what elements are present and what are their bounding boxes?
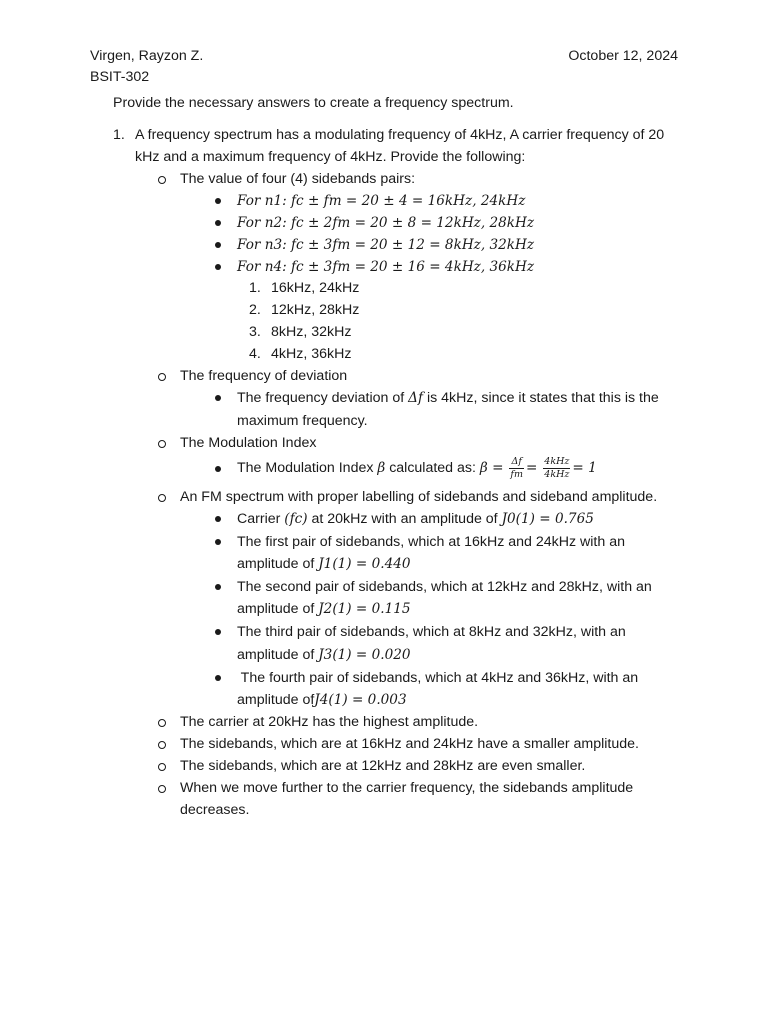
question-number: 1. — [113, 127, 125, 143]
dot-bullet-icon — [215, 198, 221, 204]
pair-text: 8kHz, 32kHz — [271, 324, 352, 340]
sideband-pair-1-line-2: amplitude of J1(1) = 0.440 — [237, 556, 411, 572]
pair-text: 12kHz, 28kHz — [271, 302, 360, 318]
student-name: Virgen, Rayzon Z. — [90, 48, 204, 64]
fraction-4khz-over-4khz: $\frac{\text{4kHz}}{\text{4kHz}}$ — [544, 455, 570, 480]
dot-bullet-icon — [215, 264, 221, 270]
document-date: October 12, 2024 — [568, 48, 678, 64]
circle-bullet-icon — [158, 440, 166, 448]
sideband-pair-2-line-1: The second pair of sidebands, which at 12kHz and 28kHz, with an — [237, 579, 652, 595]
observation-3: The sidebands, which are at 12kHz and 28kHz are even smaller. — [180, 758, 586, 774]
pair-text: 4kHz, 36kHz — [271, 346, 352, 362]
circle-bullet-icon — [158, 176, 166, 184]
formula-n2: For n2: fc ± 2fm = 20 ± 8 = 12kHz, 28kHz — [237, 215, 535, 231]
circle-bullet-icon — [158, 719, 166, 727]
sideband-pair-4-line-2: amplitude ofJ4(1) = 0.003 — [237, 692, 407, 708]
instruction: Provide the necessary answers to create a frequency spectrum. — [113, 95, 514, 111]
deviation-line-2: maximum frequency. — [237, 413, 368, 429]
deviation-line-1: The frequency deviation of Δf is 4kHz, since it states that this is the — [237, 390, 659, 406]
sideband-pair-3-line-1: The third pair of sidebands, which at 8kHz and 32kHz, with an — [237, 624, 626, 640]
circle-bullet-icon — [158, 373, 166, 381]
modulation-index-heading: The Modulation Index — [180, 435, 317, 451]
sidebands-heading: The value of four (4) sidebands pairs: — [180, 171, 416, 187]
observation-4-line-2: decreases. — [180, 802, 250, 818]
carrier-line: Carrier (fc) at 20kHz with an amplitude of J0(1) = 0.765 — [237, 511, 594, 527]
dot-bullet-icon — [215, 242, 221, 248]
circle-bullet-icon — [158, 741, 166, 749]
dot-bullet-icon — [215, 220, 221, 226]
question-line-1: A frequency spectrum has a modulating frequency of 4kHz, A carrier frequency of 20 — [135, 127, 665, 143]
observation-1: The carrier at 20kHz has the highest amplitude. — [180, 714, 479, 730]
dot-bullet-icon — [215, 584, 221, 590]
sideband-pair-1-line-1: The first pair of sidebands, which at 16kHz and 24kHz with an — [237, 534, 625, 550]
formula-n3: For n3: fc ± 3fm = 20 ± 12 = 8kHz, 32kHz — [237, 237, 535, 253]
deviation-heading: The frequency of deviation — [180, 368, 348, 384]
pair-number: 3. — [249, 324, 261, 340]
dot-bullet-icon — [215, 395, 221, 401]
observation-2: The sidebands, which are at 16kHz and 24kHz have a smaller amplitude. — [180, 736, 639, 752]
dot-bullet-icon — [215, 629, 221, 635]
fraction-delta-f-over-fm: $\frac{\Delta f}{fm}$ — [510, 455, 523, 480]
dot-bullet-icon — [215, 466, 221, 472]
formula-n1: For n1: fc ± fm = 20 ± 4 = 16kHz, 24kHz — [237, 193, 526, 209]
modulation-index-formula: The Modulation Index β calculated as: β = $\frac{\Delta f}{fm}$ = $\frac{\text{4kHz}}{\text{4kHz}}$ = 1 — [237, 455, 597, 480]
circle-bullet-icon — [158, 763, 166, 771]
pair-number: 4. — [249, 346, 261, 362]
dot-bullet-icon — [215, 675, 221, 681]
observation-4-line-1: When we move further to the carrier frequency, the sidebands amplitude — [180, 780, 634, 796]
fm-spectrum-heading: An FM spectrum with proper labelling of sidebands and sideband amplitude. — [180, 489, 658, 505]
pair-text: 16kHz, 24kHz — [271, 280, 360, 296]
sideband-pair-4-line-1: The fourth pair of sidebands, which at 4kHz and 36kHz, with an — [237, 670, 639, 686]
question-line-2: kHz and a maximum frequency of 4kHz. Provide the following: — [135, 149, 526, 165]
sideband-pair-3-line-2: amplitude of J3(1) = 0.020 — [237, 647, 411, 663]
dot-bullet-icon — [215, 539, 221, 545]
student-section: BSIT-302 — [90, 69, 150, 85]
pair-number: 1. — [249, 280, 261, 296]
circle-bullet-icon — [158, 494, 166, 502]
pair-number: 2. — [249, 302, 261, 318]
circle-bullet-icon — [158, 785, 166, 793]
sideband-pair-2-line-2: amplitude of J2(1) = 0.115 — [237, 601, 411, 617]
formula-n4: For n4: fc ± 3fm = 20 ± 16 = 4kHz, 36kHz — [237, 259, 535, 275]
dot-bullet-icon — [215, 516, 221, 522]
